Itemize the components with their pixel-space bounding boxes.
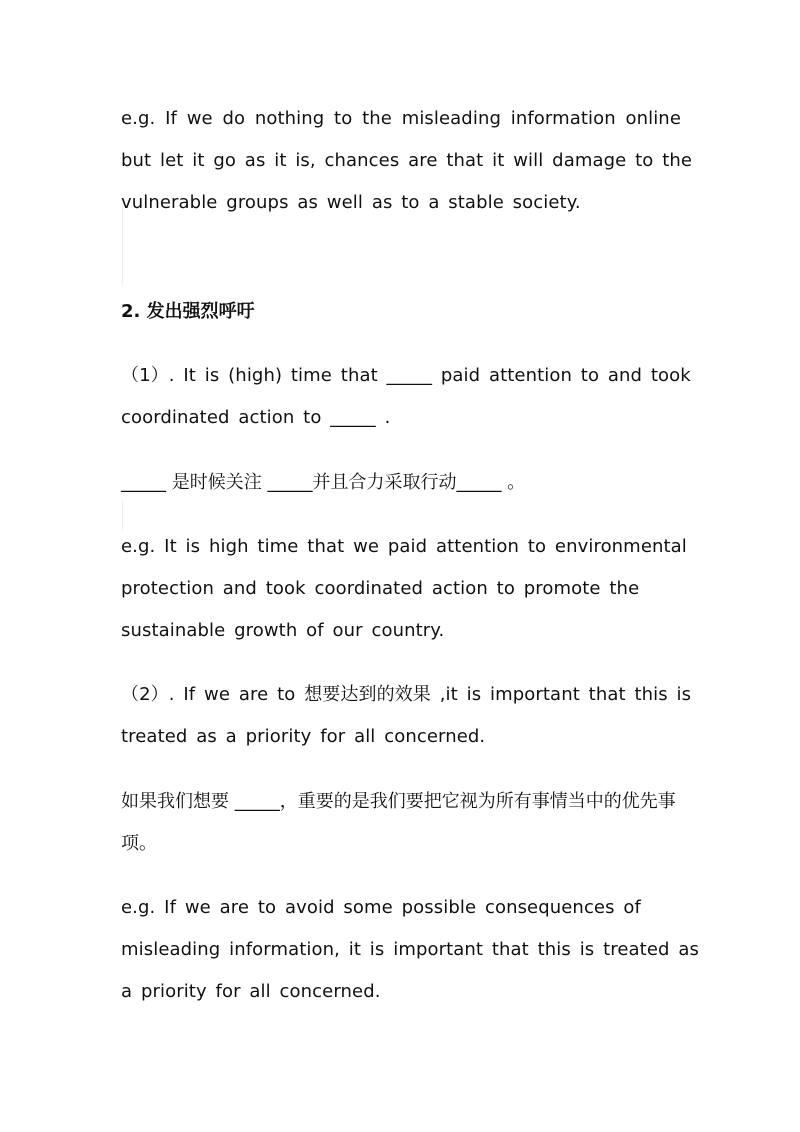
text-line: 项。 xyxy=(121,833,157,854)
text-line: protection and took coordinated action to promote the xyxy=(121,578,640,599)
text-line: （2）. If we are to 想要达到的效果 ,it is important that this is xyxy=(121,684,692,705)
section-heading: 2. 发出强烈呼吁 xyxy=(121,301,255,322)
text-line: treated as a priority for all concerned. xyxy=(121,726,486,747)
text-line: sustainable growth of our country. xyxy=(121,620,445,641)
text-line: a priority for all concerned. xyxy=(121,981,381,1002)
text-line: e.g. It is high time that we paid attention to environmental xyxy=(121,536,687,557)
text-line: e.g. If we do nothing to the misleading information online xyxy=(121,108,681,129)
text-line: e.g. If we are to avoid some possible consequences of xyxy=(121,897,641,918)
margin-rule-middle xyxy=(122,500,123,530)
text-line: （1）. It is (high) time that _____ paid attention to and took xyxy=(121,365,691,386)
text-line: vulnerable groups as well as to a stable society. xyxy=(121,192,581,213)
margin-rule-top xyxy=(122,205,123,285)
text-line: but let it go as it is, chances are that it will damage to the xyxy=(121,150,693,171)
text-line: 如果我们想要 _____，重要的是我们要把它视为所有事情当中的优先事 xyxy=(121,791,676,812)
text-line: misleading information, it is important that this is treated as xyxy=(121,939,699,960)
chinese-translation-1: _____ 是时候关注 _____并且合力采取行动_____ 。 xyxy=(121,472,526,493)
text-line: coordinated action to _____ . xyxy=(121,407,391,428)
